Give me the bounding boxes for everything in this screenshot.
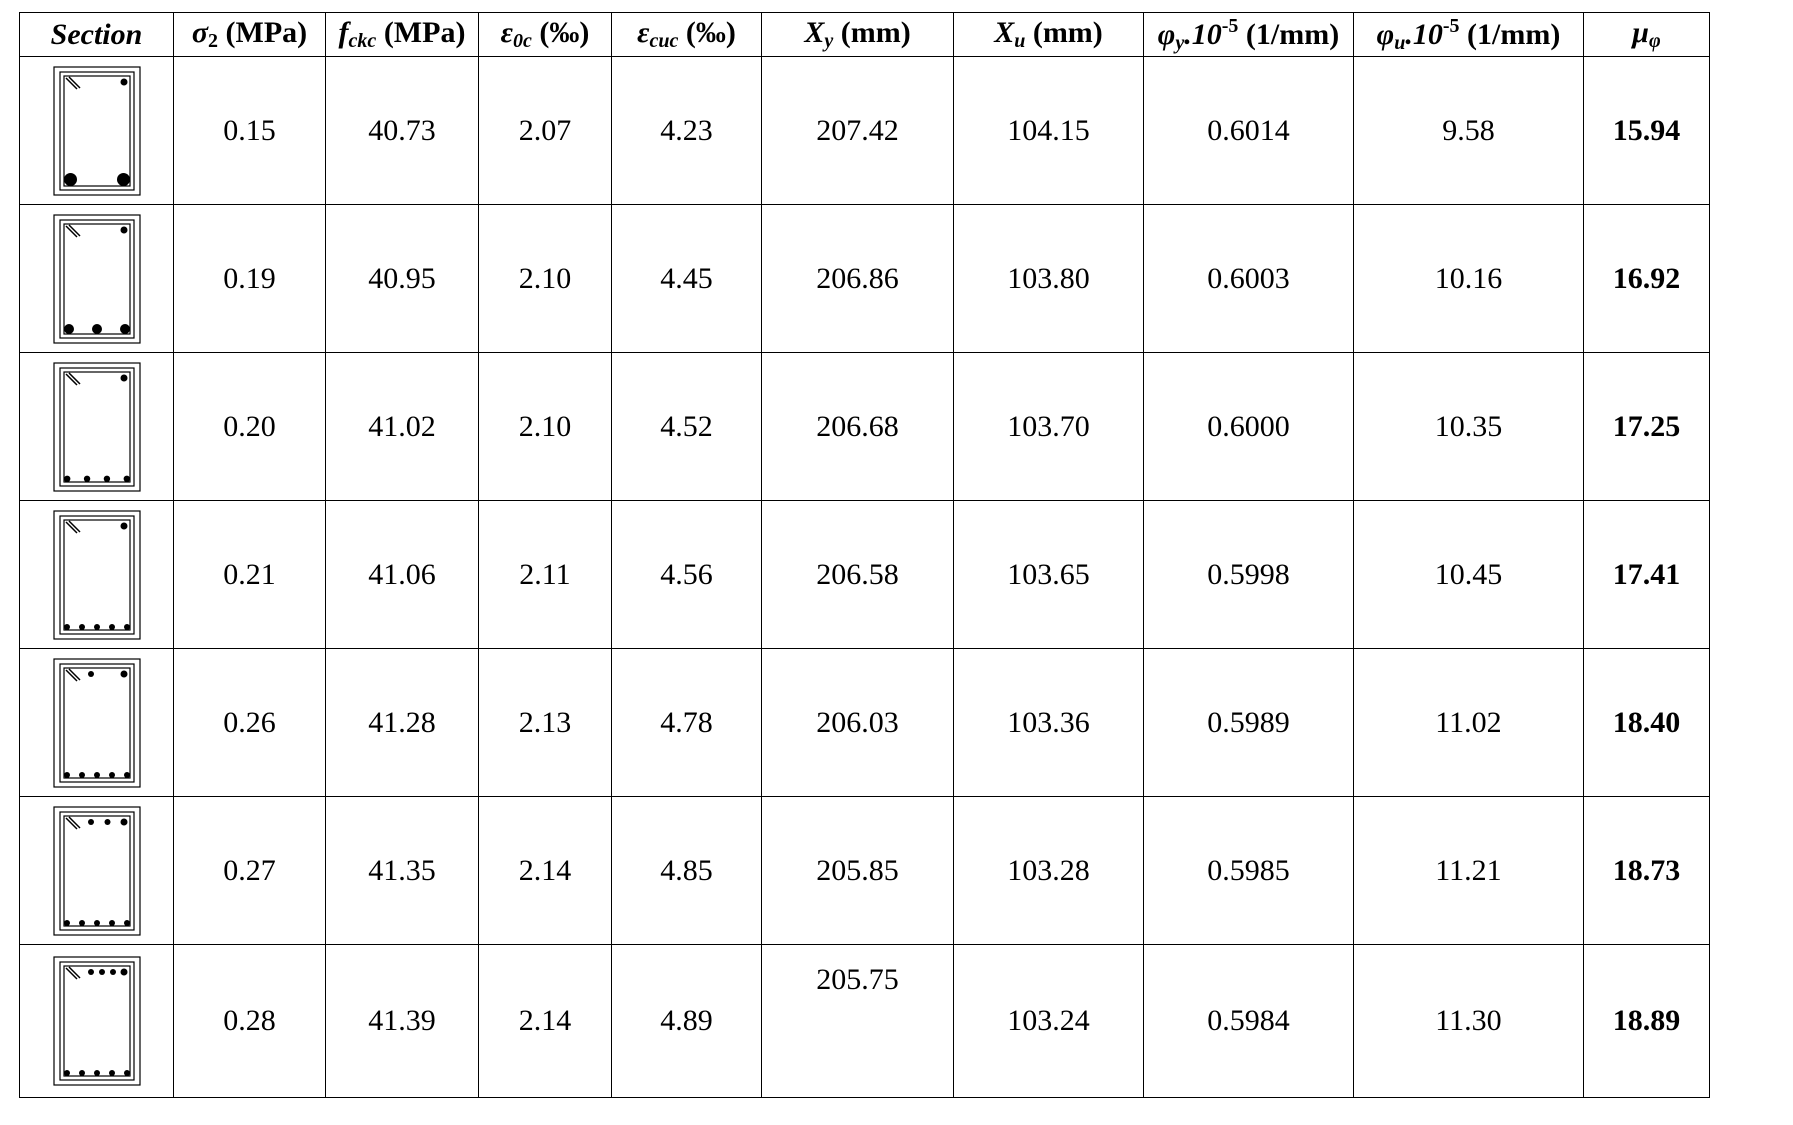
phiu-cell: 10.16 [1354, 205, 1584, 353]
bottom-rebar [109, 772, 115, 778]
bottom-rebar [94, 624, 100, 630]
sigma2-cell: 0.28 [174, 945, 326, 1098]
bottom-rebar [64, 173, 77, 186]
header-sigma2: $\sigma_2$ (MPa) [174, 13, 326, 57]
header-section: Section [20, 13, 174, 57]
stirrup-outer [60, 220, 134, 338]
stirrup-hook [66, 373, 80, 385]
eps0c-cell: 2.14 [479, 797, 612, 945]
top-corner-bar [120, 670, 127, 677]
xy-value: 205.75 [816, 963, 899, 996]
fckc-cell: 41.39 [326, 945, 479, 1098]
top-rebar [110, 969, 116, 975]
bottom-rebar [109, 624, 115, 630]
sigma2-cell: 0.15 [174, 57, 326, 205]
mu-cell: 17.25 [1584, 353, 1710, 501]
epscuc-cell: 4.85 [612, 797, 762, 945]
eps0c-cell: 2.11 [479, 501, 612, 649]
bottom-rebar [124, 920, 130, 926]
stirrup-outer [60, 812, 134, 930]
stirrup-outer [60, 962, 134, 1080]
phiy-cell: 0.5998 [1144, 501, 1354, 649]
bottom-rebar [64, 1070, 70, 1076]
bottom-rebar [64, 772, 70, 778]
phiu-cell: 10.45 [1354, 501, 1584, 649]
eps0c-cell: 2.13 [479, 649, 612, 797]
top-corner-bar [120, 374, 127, 381]
top-corner-bar [120, 226, 127, 233]
fckc-cell: 40.95 [326, 205, 479, 353]
xu-cell: 103.70 [954, 353, 1144, 501]
table-row [20, 353, 1710, 501]
phiu-cell: 11.02 [1354, 649, 1584, 797]
fckc-cell: 41.28 [326, 649, 479, 797]
phiy-cell: 0.5989 [1144, 649, 1354, 797]
top-corner-bar [120, 78, 127, 85]
bottom-rebar [64, 624, 70, 630]
stirrup-hook [66, 521, 80, 533]
header-fckc: $f_{ckc}$ (MPa) [326, 13, 479, 57]
epscuc-cell: 4.56 [612, 501, 762, 649]
table-row [20, 945, 1710, 1098]
section-outline [54, 215, 140, 343]
xu-cell: 103.24 [954, 945, 1144, 1098]
xy-cell: 206.86 [762, 205, 954, 353]
top-rebar [88, 819, 94, 825]
bottom-rebar [64, 475, 70, 481]
bottom-rebar [79, 772, 85, 778]
eps0c-cell: 2.10 [479, 205, 612, 353]
bottom-rebar [109, 920, 115, 926]
xy-cell: 207.42 [762, 57, 954, 205]
phiy-cell: 0.5984 [1144, 945, 1354, 1098]
stirrup-hook [66, 225, 80, 237]
xu-cell: 103.28 [954, 797, 1144, 945]
stirrup-inner [64, 520, 130, 630]
mu-cell: 15.94 [1584, 57, 1710, 205]
section-outline [54, 363, 140, 491]
header-xy: $X_y$ (mm) [762, 13, 954, 57]
xy-cell [762, 945, 954, 1098]
section-cell [20, 353, 174, 501]
header-epscuc: $\varepsilon_{cuc}$ (‰) [612, 13, 762, 57]
header-phiu: $\varphi_u.10^{-5}$ (1/mm) [1354, 13, 1584, 57]
bottom-rebar [120, 324, 130, 334]
sigma2-cell: 0.27 [174, 797, 326, 945]
beam-section-icon [53, 658, 141, 788]
xy-cell: 205.85 [762, 797, 954, 945]
xu-cell: 104.15 [954, 57, 1144, 205]
mu-cell: 18.40 [1584, 649, 1710, 797]
stirrup-outer [60, 72, 134, 190]
stirrup-outer [60, 368, 134, 486]
bottom-rebar [124, 772, 130, 778]
epscuc-cell: 4.52 [612, 353, 762, 501]
stirrup-hook [66, 967, 80, 979]
bottom-rebar [123, 475, 129, 481]
section-cell [20, 649, 174, 797]
bottom-rebar [83, 475, 89, 481]
header-xu: $X_u$ (mm) [954, 13, 1144, 57]
bottom-rebar [124, 624, 130, 630]
fckc-cell: 41.35 [326, 797, 479, 945]
top-corner-bar [120, 818, 127, 825]
epscuc-cell: 4.78 [612, 649, 762, 797]
stirrup-inner [64, 372, 130, 482]
beam-section-icon [53, 806, 141, 936]
xy-cell: 206.03 [762, 649, 954, 797]
phiy-cell: 0.5985 [1144, 797, 1354, 945]
phiu-cell: 11.21 [1354, 797, 1584, 945]
top-rebar [88, 671, 94, 677]
sigma2-cell: 0.20 [174, 353, 326, 501]
header-eps0c: $\varepsilon_{0c}$ (‰) [479, 13, 612, 57]
sigma2-cell: 0.19 [174, 205, 326, 353]
table-row [20, 501, 1710, 649]
eps0c-cell: 2.07 [479, 57, 612, 205]
bottom-rebar [94, 920, 100, 926]
fckc-cell: 41.02 [326, 353, 479, 501]
section-cell [20, 945, 174, 1098]
stirrup-inner [64, 966, 130, 1076]
fckc-cell: 40.73 [326, 57, 479, 205]
stirrup-hook [66, 817, 80, 829]
section-cell [20, 205, 174, 353]
top-corner-bar [120, 522, 127, 529]
top-rebar [88, 969, 94, 975]
results-table [19, 12, 1710, 1098]
eps0c-cell: 2.10 [479, 353, 612, 501]
bottom-rebar [103, 475, 109, 481]
epscuc-cell: 4.89 [612, 945, 762, 1098]
bottom-rebar [92, 324, 102, 334]
phiu-cell: 9.58 [1354, 57, 1584, 205]
sigma2-cell: 0.21 [174, 501, 326, 649]
section-outline [54, 957, 140, 1085]
table-row [20, 649, 1710, 797]
xu-cell: 103.36 [954, 649, 1144, 797]
top-rebar [104, 819, 110, 825]
bottom-rebar [124, 1070, 130, 1076]
eps0c-cell: 2.14 [479, 945, 612, 1098]
stirrup-outer [60, 664, 134, 782]
table-row [20, 57, 1710, 205]
bottom-rebar [79, 920, 85, 926]
stirrup-inner [64, 816, 130, 926]
stirrup-inner [64, 668, 130, 778]
stirrup-inner [64, 224, 130, 334]
bottom-rebar [94, 772, 100, 778]
table-row [20, 797, 1710, 945]
bottom-rebar [94, 1070, 100, 1076]
stirrup-hook [66, 669, 80, 681]
section-outline [54, 511, 140, 639]
stirrup-inner [64, 76, 130, 186]
epscuc-cell: 4.45 [612, 205, 762, 353]
beam-section-icon [53, 510, 141, 640]
xy-cell: 206.58 [762, 501, 954, 649]
bottom-rebar [117, 173, 130, 186]
epscuc-cell: 4.23 [612, 57, 762, 205]
beam-section-icon [53, 214, 141, 344]
bottom-rebar [64, 920, 70, 926]
phiu-cell: 11.30 [1354, 945, 1584, 1098]
phiy-cell: 0.6000 [1144, 353, 1354, 501]
phiu-cell: 10.35 [1354, 353, 1584, 501]
section-outline [54, 807, 140, 935]
phiy-cell: 0.6014 [1144, 57, 1354, 205]
bottom-rebar [79, 624, 85, 630]
table-row [20, 205, 1710, 353]
fckc-cell: 41.06 [326, 501, 479, 649]
header-row [20, 13, 1710, 57]
top-rebar [99, 969, 105, 975]
mu-cell: 18.73 [1584, 797, 1710, 945]
xu-cell: 103.65 [954, 501, 1144, 649]
mu-cell: 17.41 [1584, 501, 1710, 649]
mu-cell: 16.92 [1584, 205, 1710, 353]
stirrup-outer [60, 516, 134, 634]
header-phiy: $\varphi_y.10^{-5}$ (1/mm) [1144, 13, 1354, 57]
bottom-rebar [79, 1070, 85, 1076]
header-mu: $\mu_\varphi$ [1584, 13, 1710, 57]
bottom-rebar [109, 1070, 115, 1076]
stirrup-hook [66, 77, 80, 89]
section-outline [54, 659, 140, 787]
beam-section-icon [53, 66, 141, 196]
phiy-cell: 0.6003 [1144, 205, 1354, 353]
section-cell [20, 57, 174, 205]
section-cell [20, 501, 174, 649]
xy-cell: 206.68 [762, 353, 954, 501]
sigma2-cell: 0.26 [174, 649, 326, 797]
xu-cell: 103.80 [954, 205, 1144, 353]
mu-cell: 18.89 [1584, 945, 1710, 1098]
beam-section-icon [53, 362, 141, 492]
beam-section-icon [53, 956, 141, 1086]
section-cell [20, 797, 174, 945]
bottom-rebar [64, 324, 74, 334]
top-corner-bar [120, 969, 127, 976]
table-body [20, 57, 1710, 1098]
